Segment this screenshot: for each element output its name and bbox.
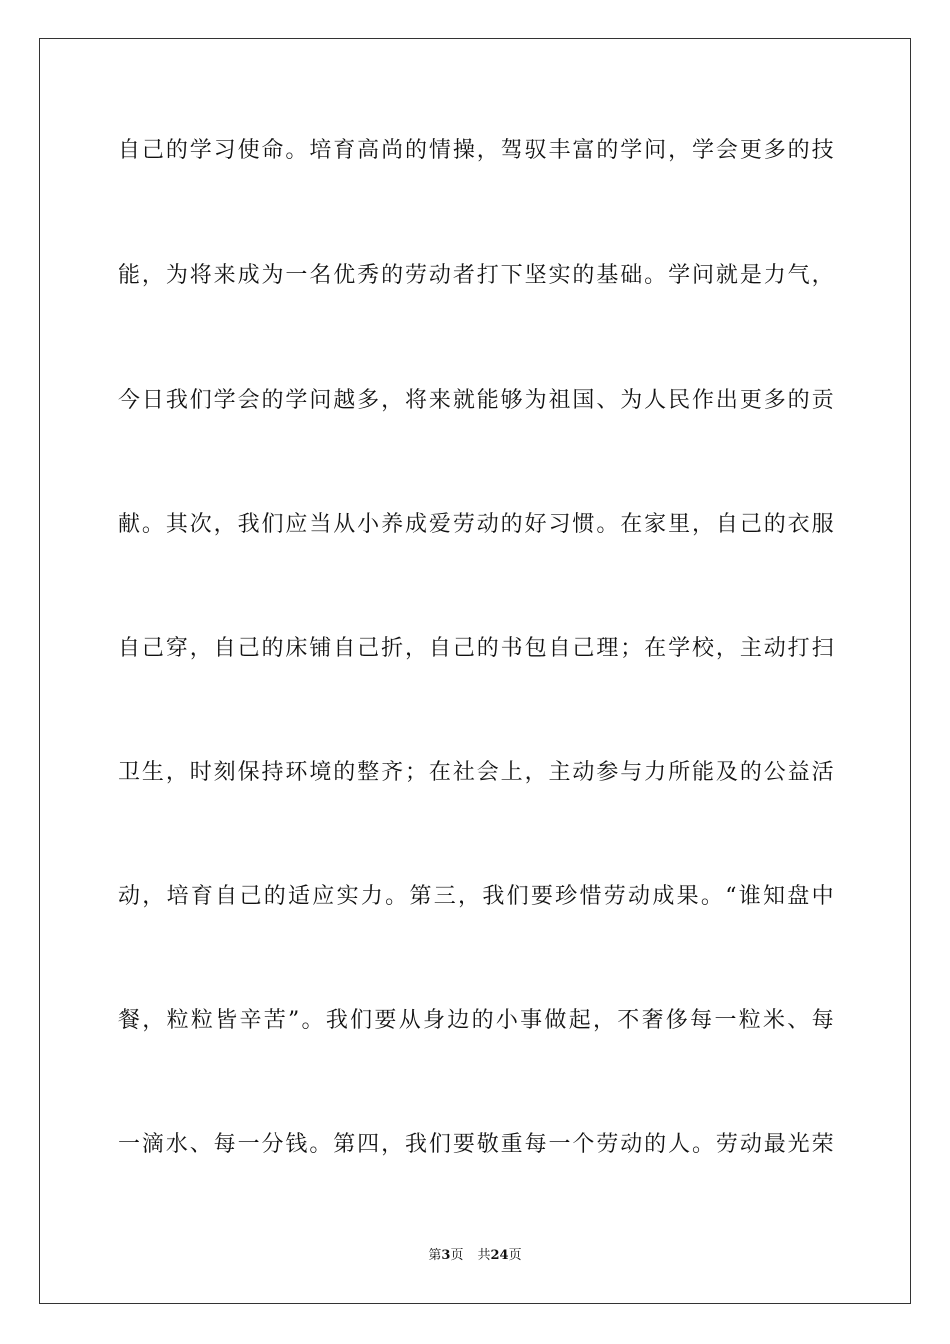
text-line-2: 能，为将来成为一名优秀的劳动者打下坚实的基础。学问就是力气， xyxy=(118,263,834,288)
page-prefix: 第 xyxy=(428,1248,442,1263)
page-border xyxy=(39,38,911,1304)
text-line-5: 自己穿，自己的床铺自己折，自己的书包自己理；在学校，主动打扫 xyxy=(118,636,834,661)
text-line-4: 献。其次，我们应当从小养成爱劳动的好习惯。在家里，自己的衣服 xyxy=(118,512,834,537)
page-number: 3 xyxy=(441,1248,451,1263)
text-line-8: 餐，粒粒皆辛苦”。我们要从身边的小事做起，不奢侈每一粒米、每 xyxy=(118,1008,834,1033)
total-pages: 24 xyxy=(490,1248,509,1263)
page-footer xyxy=(0,1247,950,1265)
total-prefix: 共 xyxy=(477,1248,491,1263)
text-line-9: 一滴水、每一分钱。第四，我们要敬重每一个劳动的人。劳动最光荣 xyxy=(118,1132,834,1157)
total-suffix: 页 xyxy=(508,1248,522,1263)
text-line-3: 今日我们学会的学问越多，将来就能够为祖国、为人民作出更多的贡 xyxy=(118,388,834,413)
text-line-6: 卫生，时刻保持环境的整齐；在社会上，主动参与力所能及的公益活 xyxy=(118,760,834,785)
text-line-7: 动，培育自己的适应实力。第三，我们要珍惜劳动成果。“谁知盘中 xyxy=(118,884,834,909)
page-suffix: 页 xyxy=(450,1248,464,1263)
text-line-1: 自己的学习使命。培育高尚的情操，驾驭丰富的学问，学会更多的技 xyxy=(118,138,834,163)
